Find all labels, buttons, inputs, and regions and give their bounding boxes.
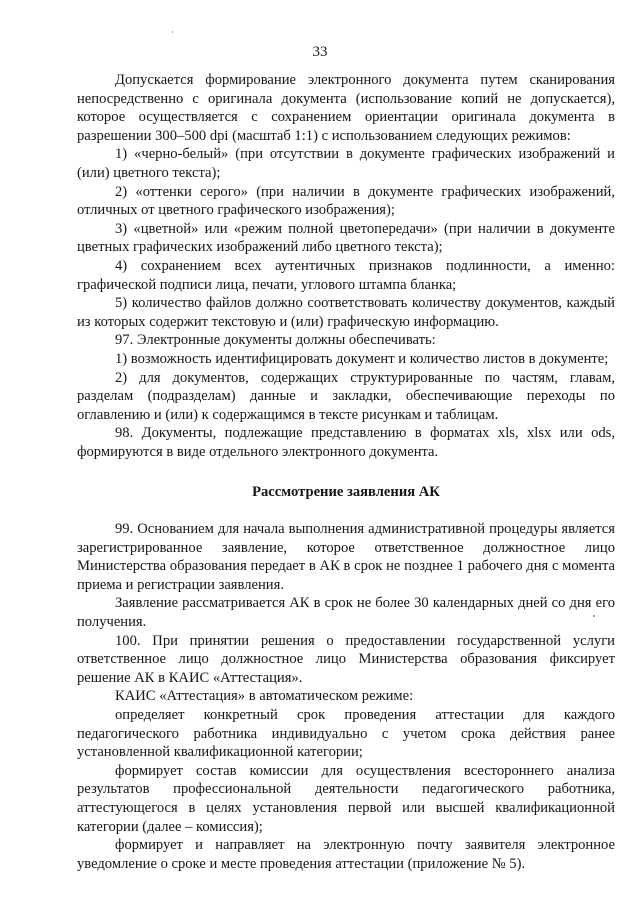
section-heading: Рассмотрение заявления АК [252, 484, 440, 501]
paragraph-99: 99. Основанием для начала выполнения административной процедуры является зарегистрированное заявление, которое ответственное должностное лицо Министерства образования передает в АК в срок не позднее 1 рабочего дня с момента приема и регистрации заявления. [77, 521, 615, 593]
list-item-file-count: 5) количество файлов должно соответствовать количеству документов, каждый из которых содержит текстовую и (или) графическую информацию. [77, 295, 615, 330]
list-item-identification: 1) возможность идентифицировать документ и количество листов в документе; [115, 350, 609, 367]
scan-mark [172, 31, 173, 33]
list-item-sends-notice: формирует и направляет на электронную почту заявителя электронное уведомление о сроке и месте проведения аттестации (приложение № 5). [77, 837, 615, 872]
list-item-defines-term: определяет конкретный срок проведения аттестации для каждого педагогического работника индивидуально с учетом срока действия ранее установленной квалификационной категории; [77, 707, 615, 761]
list-item-forms-commission: формирует состав комиссии для осуществления всестороннего анализа результатов профессиональной деятельности педагогического работника, аттестующегося в целях установления первой или высшей квалификационной категории (далее – комиссия); [77, 762, 615, 835]
page-number: 33 [312, 44, 328, 60]
paragraph-scanning-rules: Допускается формирование электронного документа путем сканирования непосредственно с оригинала документа (использование копий не допускается), которое осуществляется с сохранением ориентации оригинала документа в разрешении 300–500 dpi (масштаб 1:1) с использованием следующих режимов: [77, 72, 615, 144]
list-item-color-mode: 3) «цветной» или «режим полной цветопередачи» (при наличии в документе цветных графических изображений либо цветного текста); [77, 220, 615, 256]
paragraph-kais-auto: КАИС «Аттестация» в автоматическом режиме: [115, 688, 414, 705]
list-item-bw-mode: 1) «черно-белый» (при отсутствии в документе графических изображений и (или) цветного текста); [77, 146, 615, 181]
paragraph-97: 97. Электронные документы должны обеспечивать: [115, 332, 436, 349]
list-item-authenticity: 4) сохранением всех аутентичных признаков подлинности, а именно: графической подписи лица, печати, углового штампа бланка; [77, 257, 615, 293]
list-item-structure: 2) для документов, содержащих структурированные по частям, главам, разделам (подразделам) данные и закладки, обеспечивающие переходы по оглавлению и (или) к содержащимся в тексте рисункам и таблицам. [77, 369, 615, 423]
paragraph-review-term: Заявление рассматривается АК в срок не более 30 календарных дней со дня его получения. [77, 595, 615, 631]
paragraph-98: 98. Документы, подлежащие представлению в форматах xls, xlsx или ods, формируются в виде отдельного электронного документа. [77, 425, 615, 460]
list-item-grayscale-mode: 2) «оттенки серого» (при наличии в документе графических изображений, отличных от цветного графического изображения); [77, 183, 615, 219]
paragraph-100: 100. При принятии решения о предоставлении государственной услуги ответственное лицо должностное лицо Министерства образования фиксирует решение АК в КАИС «Аттестация». [77, 632, 615, 686]
document-body [77, 71, 615, 873]
